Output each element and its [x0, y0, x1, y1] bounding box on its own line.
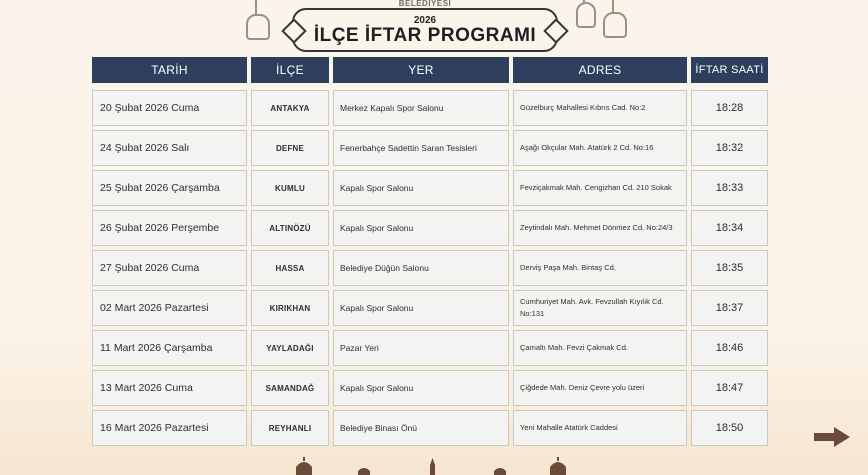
cell-time: 18:47 — [691, 370, 768, 406]
header-time: İFTAR SAATİ — [691, 57, 768, 83]
cell-date: 02 Mart 2026 Pazartesi — [92, 290, 247, 326]
cell-district: SAMANDAĞ — [251, 370, 329, 406]
table-row — [92, 90, 768, 126]
cell-date: 16 Mart 2026 Pazartesi — [92, 410, 247, 446]
cell-district: HASSA — [251, 250, 329, 286]
arrow-right-icon[interactable] — [812, 426, 852, 448]
title-banner — [292, 0, 558, 52]
lantern-icon — [583, 0, 585, 10]
table-row — [92, 170, 768, 206]
cell-district: REYHANLI — [251, 410, 329, 446]
page-title: İLÇE İFTAR PROGRAMI — [313, 25, 537, 46]
table-row — [92, 130, 768, 166]
lantern-icon — [612, 0, 614, 22]
cell-date: 11 Mart 2026 Çarşamba — [92, 330, 247, 366]
cell-date: 13 Mart 2026 Cuma — [92, 370, 247, 406]
table-row — [92, 210, 768, 246]
table-row — [92, 410, 768, 446]
table-row — [92, 250, 768, 286]
brand-text: BELEDİYESİ — [398, 0, 452, 8]
header-address: ADRES — [513, 57, 687, 83]
cell-time: 18:35 — [691, 250, 768, 286]
cell-venue: Belediye Düğün Salonu — [333, 250, 509, 286]
cell-venue: Kapalı Spor Salonu — [333, 210, 509, 246]
cell-time: 18:32 — [691, 130, 768, 166]
mosque-silhouette-icon — [0, 455, 868, 475]
cell-time: 18:50 — [691, 410, 768, 446]
cell-time: 18:34 — [691, 210, 768, 246]
cell-date: 25 Şubat 2026 Çarşamba — [92, 170, 247, 206]
cell-district: ANTAKYA — [251, 90, 329, 126]
table-header — [92, 57, 768, 83]
lantern-icon — [255, 0, 257, 24]
cell-district: DEFNE — [251, 130, 329, 166]
cell-district: KIRIKHAN — [251, 290, 329, 326]
cell-address: Cumhuriyet Mah. Avk. Fevzullah Kıyılık Cd. No:131 — [513, 290, 687, 326]
cell-address: Çamaltı Mah. Fevzi Çakmak Cd. — [513, 330, 687, 366]
cell-time: 18:33 — [691, 170, 768, 206]
cell-venue: Kapalı Spor Salonu — [333, 370, 509, 406]
header-date: TARİH — [92, 57, 247, 83]
cell-venue: Belediye Binası Önü — [333, 410, 509, 446]
cell-address: Yeni Mahalle Atatürk Caddesi — [513, 410, 687, 446]
cell-date: 27 Şubat 2026 Cuma — [92, 250, 247, 286]
cell-time: 18:28 — [691, 90, 768, 126]
table-row — [92, 330, 768, 366]
header-district: İLÇE — [251, 57, 329, 83]
header-venue: YER — [333, 57, 509, 83]
banner-year: 2026 — [413, 15, 437, 26]
cell-date: 26 Şubat 2026 Perşembe — [92, 210, 247, 246]
cell-district: YAYLADAĞI — [251, 330, 329, 366]
cell-venue: Kapalı Spor Salonu — [333, 290, 509, 326]
cell-date: 24 Şubat 2026 Salı — [92, 130, 247, 166]
cell-date: 20 Şubat 2026 Cuma — [92, 90, 247, 126]
table-row — [92, 370, 768, 406]
cell-venue: Merkez Kapalı Spor Salonu — [333, 90, 509, 126]
cell-district: KUMLU — [251, 170, 329, 206]
cell-address: Fevziçakmak Mah. Cengizhan Cd. 210 Sokak — [513, 170, 687, 206]
cell-district: ALTINÖZÜ — [251, 210, 329, 246]
cell-address: Aşağı Okçular Mah. Atatürk 2 Cd. No:16 — [513, 130, 687, 166]
cell-address: Çiğdede Mah. Deniz Çevre yolu üzeri — [513, 370, 687, 406]
table-row — [92, 290, 768, 326]
cell-address: Zeytindalı Mah. Mehmet Dönmez Cd. No:24/3 — [513, 210, 687, 246]
cell-time: 18:37 — [691, 290, 768, 326]
cell-venue: Kapalı Spor Salonu — [333, 170, 509, 206]
cell-address: Derviş Paşa Mah. Bintaş Cd. — [513, 250, 687, 286]
cell-address: Güzelburç Mahallesi Kıbrıs Cad. No:2 — [513, 90, 687, 126]
cell-time: 18:46 — [691, 330, 768, 366]
cell-venue: Pazar Yeri — [333, 330, 509, 366]
cell-venue: Fenerbahçe Sadettin Saran Tesisleri — [333, 130, 509, 166]
